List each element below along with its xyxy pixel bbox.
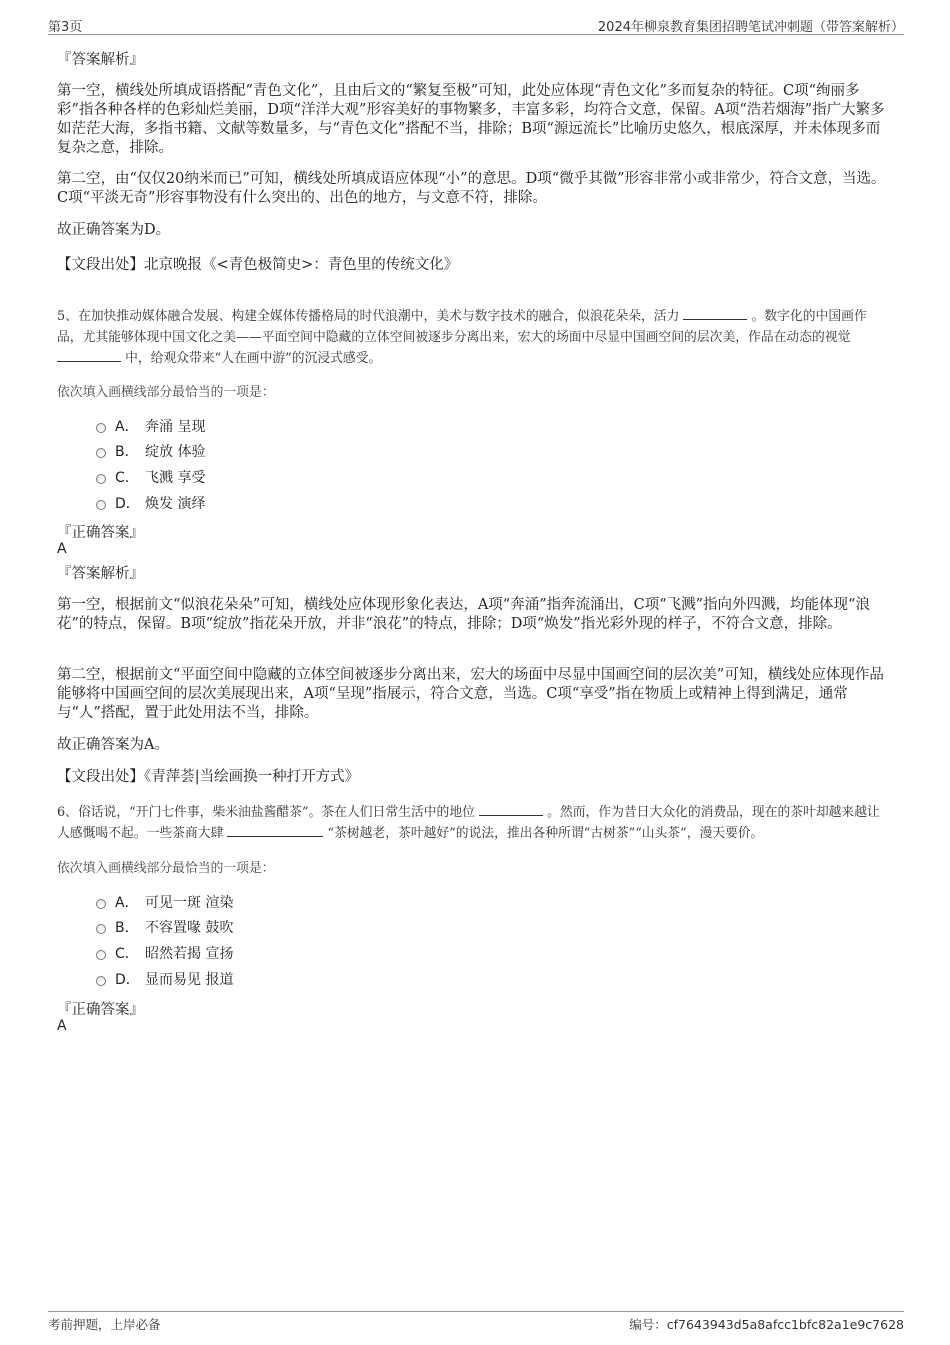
option-text: 显而易见 报道	[145, 971, 234, 988]
q6-blank-1	[479, 802, 543, 816]
q6-option-c[interactable]	[96, 940, 233, 966]
q5-question	[57, 306, 890, 369]
q6-option-a[interactable]	[96, 889, 233, 915]
radio-icon[interactable]	[96, 474, 106, 484]
document-id: 编号：cf7643943d5a8afcc1bfc82a1e9c7628	[629, 1317, 904, 1332]
q4-analysis-label: 『答案解析』	[57, 52, 144, 68]
q6-option-d[interactable]	[96, 966, 233, 992]
option-text: 昭然若揭 宣扬	[145, 945, 234, 962]
q6-answer: A	[57, 1018, 67, 1034]
q6-blank-2	[227, 823, 323, 837]
option-letter: B．	[115, 444, 139, 461]
q5-text-b: 。数字化的中国画作品，尤其能够体现中国文化之美——平面空间中隐藏的立体空间被逐步分离出来，宏大的场面中尽显中国画空间的层次美，作品在动态的视觉	[57, 309, 867, 345]
q5-option-d[interactable]	[96, 490, 205, 516]
q5-option-b[interactable]	[96, 439, 205, 465]
option-letter: A．	[115, 418, 139, 435]
document-title: 2024年柳泉教育集团招聘笔试冲刺题（带答案解析）	[597, 20, 904, 35]
option-letter: A．	[115, 894, 139, 911]
footer-slogan: 考前押题，上岸必备	[48, 1317, 161, 1332]
q4-analysis-p2: 第二空，由“仅仅20纳米而已”可知，横线处所填成语应体现“小”的意思。D项“微乎其微”形容非常小或非常少，符合文意，当选。C项“平淡无奇”形容事物没有什么突出的、出色的地方，与文意不符，排除。	[57, 171, 886, 206]
q5-options	[96, 413, 205, 515]
radio-icon[interactable]	[96, 976, 106, 986]
q5-option-a[interactable]	[96, 413, 205, 439]
q5-conclusion: 故正确答案为A。	[57, 737, 169, 753]
radio-icon[interactable]	[96, 924, 106, 934]
q5-text-c: 中，给观众带来“人在画中游”的沉浸式感受。	[125, 351, 382, 366]
q5-blank-2	[57, 348, 121, 362]
option-text: 不容置喙 鼓吹	[145, 920, 234, 937]
q5-analysis-p1: 第一空，根据前文“似浪花朵朵”可知，横线处应体现形象化表达，A项“奔涌”指奔流涌出，C项“飞溅”指向外四溅，均能体现“浪花”的特点，保留。B项“绽放”指花朵开放，并非“浪花”的特点，排除；D项“焕发”指光彩外现的样子，不符合文意，排除。	[57, 597, 870, 632]
page-footer	[48, 1311, 904, 1334]
q5-source: 【文段出处】《青萍荟|当绘画换一种打开方式》	[57, 769, 360, 785]
q5-ask: 依次填入画横线部分最恰当的一项是：	[57, 385, 275, 400]
option-letter: C．	[115, 945, 139, 962]
radio-icon[interactable]	[96, 423, 106, 433]
option-text: 绽放 体验	[145, 444, 206, 461]
q5-analysis-p2: 第二空，根据前文“平面空间中隐藏的立体空间被逐步分离出来，宏大的场面中尽显中国画空间的层次美”可知，横线处应体现作品能够将中国画空间的层次美展现出来，A项“呈现”指展示，符合文意，当选。C项“享受”指在物质上或精神上得到满足，通常与“人”搭配，置于此处用法不当，排除。	[57, 667, 884, 721]
q6-option-b[interactable]	[96, 915, 233, 941]
q6-correct-label: 『正确答案』	[57, 1002, 144, 1018]
radio-icon[interactable]	[96, 950, 106, 960]
q6-text-c: “茶树越老，茶叶越好”的说法，推出各种所谓“古树茶”“山头茶”，漫天要价。	[327, 826, 764, 841]
q5-text-a: 5、在加快推动媒体融合发展、构建全媒体传播格局的时代浪潮中，美术与数字技术的融合，似浪花朵朵，活力	[57, 309, 680, 324]
option-text: 飞溅 享受	[145, 469, 206, 486]
radio-icon[interactable]	[96, 899, 106, 909]
option-letter: B．	[115, 920, 139, 937]
option-letter: D．	[115, 495, 140, 512]
option-letter: D．	[115, 971, 140, 988]
q5-correct-label: 『正确答案』	[57, 525, 144, 541]
q5-blank-1	[683, 306, 747, 320]
q4-conclusion: 故正确答案为D。	[57, 222, 171, 238]
page-number: 第3页	[48, 20, 83, 35]
q6-text-a: 6、俗话说，“开门七件事，柴米油盐酱醋茶”。茶在人们日常生活中的地位	[57, 805, 475, 820]
q6-options	[96, 889, 233, 991]
option-text: 奔涌 呈现	[145, 418, 206, 435]
q5-analysis-label: 『答案解析』	[57, 566, 144, 582]
q5-option-c[interactable]	[96, 464, 205, 490]
q5-answer: A	[57, 541, 67, 557]
radio-icon[interactable]	[96, 500, 106, 510]
q6-ask: 依次填入画横线部分最恰当的一项是：	[57, 861, 275, 876]
q4-analysis-p1: 第一空，横线处所填成语搭配“青色文化”，且由后文的“繁复至极”可知，此处应体现“青色文化”多而复杂的特征。C项“绚丽多彩”指各种各样的色彩灿烂美丽，D项“洋洋大观”形容美好的事物繁多，丰富多彩，均符合文意，保留。A项“浩若烟海”指广大繁多如茫茫大海，多指书籍、文献等数量多，与“青色文化”搭配不当，排除；B项“源远流长”比喻历史悠久，根底深厚，并未体现多而复杂之意，排除。	[57, 83, 885, 156]
radio-icon[interactable]	[96, 448, 106, 458]
option-text: 焕发 演绎	[145, 495, 206, 512]
page-header	[48, 14, 904, 35]
q4-source: 【文段出处】北京晚报《<青色极简史>：青色里的传统文化》	[57, 257, 459, 273]
q6-text-b: 。然而，作为昔日大众化的消费品，现在的茶叶却越来越让人感慨喝不起。一些茶商大肆	[57, 805, 880, 841]
q6-question	[57, 802, 890, 844]
option-letter: C．	[115, 469, 139, 486]
option-text: 可见一斑 渲染	[145, 894, 234, 911]
